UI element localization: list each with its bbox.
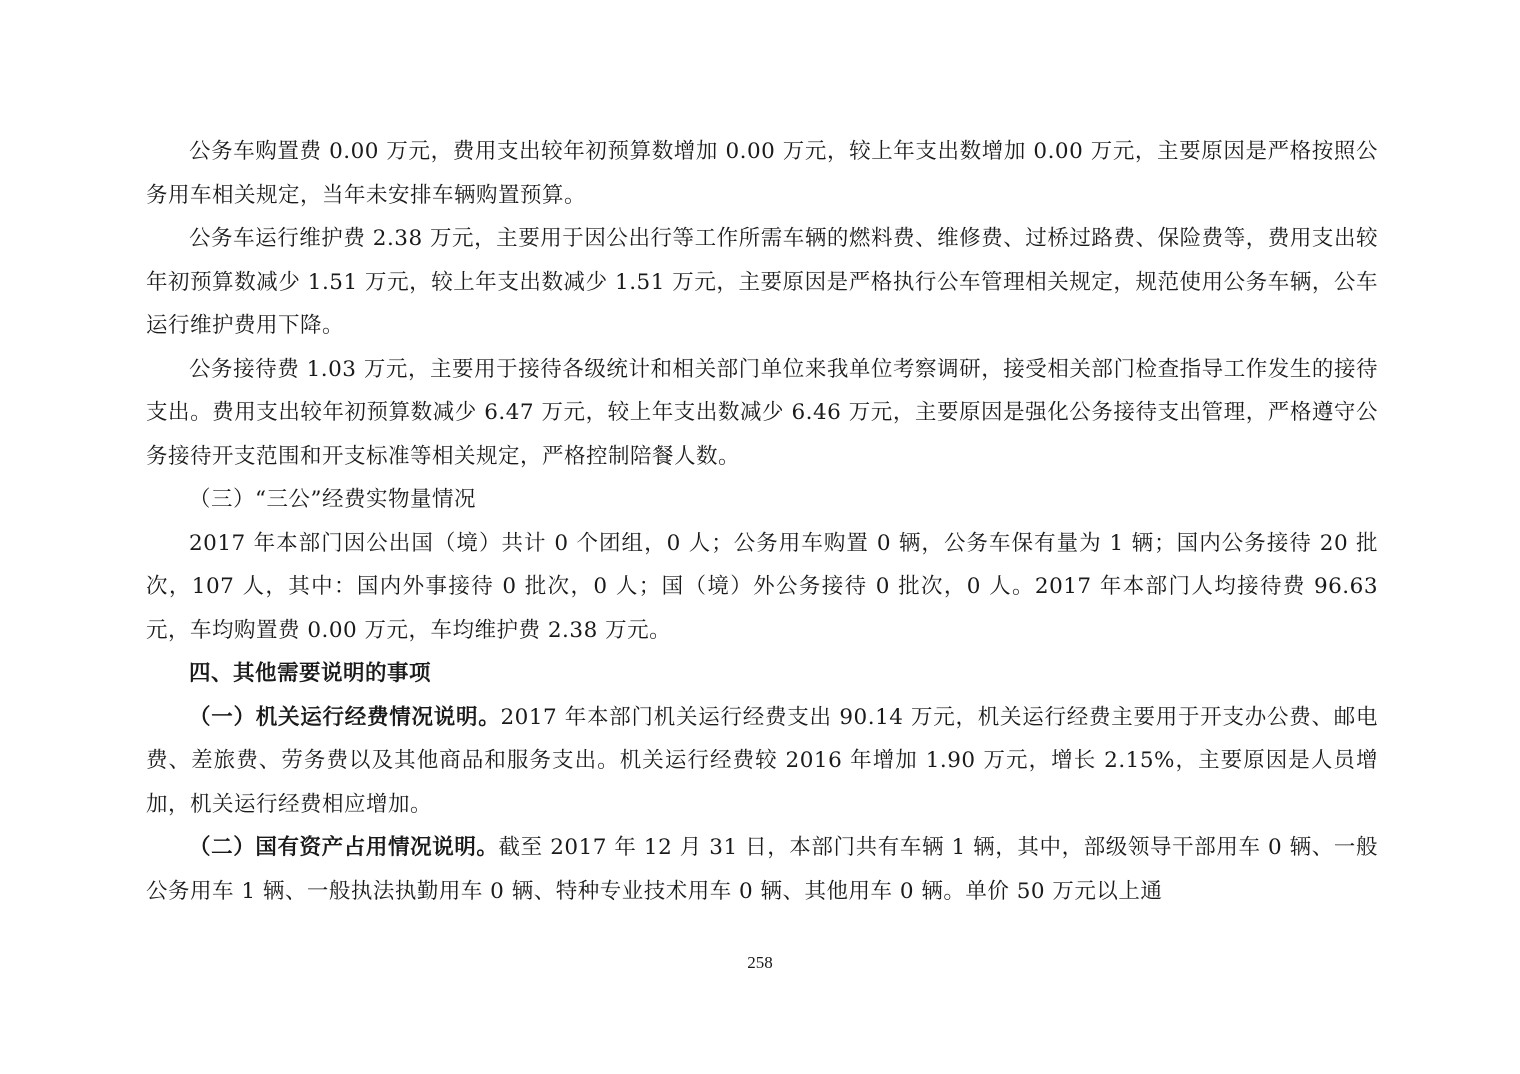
paragraph-text-state-assets: 截至 2017 年 12 月 31 日，本部门共有车辆 1 辆，其中，部级领导干部用车 0 辆、一般公务用车 1 辆、一般执法执勤用车 0 辆、特种专业技术用车 0 辆、其他用车 0 辆。单价 50 万元以上通: [146, 835, 1378, 904]
document-body: [146, 130, 1378, 913]
paragraph-text-operating-funds: 2017 年本部门机关运行经费支出 90.14 万元，机关运行经费主要用于开支办公费、邮电费、差旅费、劳务费以及其他商品和服务支出。机关运行经费较 2016 年增加 1.90 万元，增长 2.15%，主要原因是人员增加，机关运行经费相应增加。: [146, 704, 1378, 817]
paragraph-state-assets: [146, 826, 1378, 913]
paragraph-vehicle-maintenance: 公务车运行维护费 2.38 万元，主要用于因公出行等工作所需车辆的燃料费、维修费、过桥过路费、保险费等，费用支出较年初预算数减少 1.51 万元，较上年支出数减少 1.51 万元，主要原因是严格执行公车管理相关规定，规范使用公务车辆，公车运行维护费用下降。: [146, 226, 1378, 338]
paragraph-physical-quantity: 2017 年本部门因公出国（境）共计 0 个团组，0 人；公务用车购置 0 辆，公务车保有量为 1 辆；国内公务接待 20 批次，107 人，其中：国内外事接待 0 批次，0 人；国（境）外公务接待 0 批次，0 人。2017 年本部门人均接待费 96.63 元，车均购置费 0.00 万元，车均维护费 2.38 万元。: [146, 530, 1378, 643]
paragraph-lead-state-assets: （二）国有资产占用情况说明。: [189, 835, 499, 860]
section-heading-other-matters: 四、其他需要说明的事项: [189, 661, 432, 686]
paragraph-vehicle-purchase: 公务车购置费 0.00 万元，费用支出较年初预算数增加 0.00 万元，较上年支出数增加 0.00 万元，主要原因是严格按照公务用车相关规定，当年未安排车辆购置预算。: [146, 139, 1378, 208]
paragraph-operating-funds: [146, 696, 1378, 827]
page-number: 258: [747, 953, 773, 972]
section-heading-three-public: （三）“三公”经费实物量情况: [189, 487, 476, 512]
paragraph-lead-operating-funds: （一）机关运行经费情况说明。: [189, 704, 501, 730]
paragraph-reception-cost: 公务接待费 1.03 万元，主要用于接待各级统计和相关部门单位来我单位考察调研，接受相关部门检查指导工作发生的接待支出。费用支出较年初预算数减少 6.47 万元，较上年支出数减少 6.46 万元，主要原因是强化公务接待支出管理，严格遵守公务接待开支范围和开支标准等相关规定，严格控制陪餐人数。: [146, 356, 1378, 469]
